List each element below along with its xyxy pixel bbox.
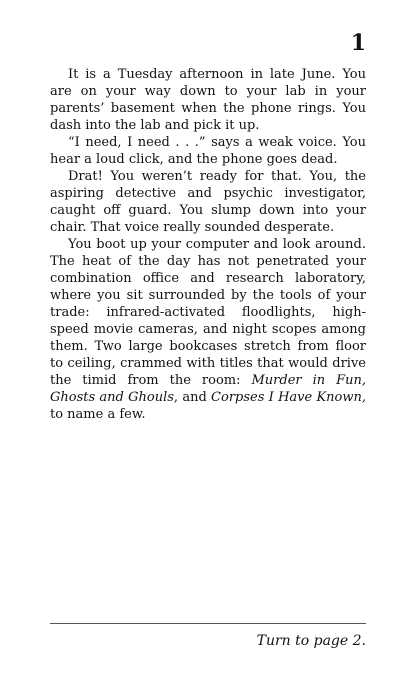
footer-divider [50, 623, 366, 624]
story-paragraph [50, 168, 366, 236]
paragraph-text: You boot up your computer and look around. The heat of the day has not penetrated your combination office and research laboratory, where you sit surrounded by the tools of your trade: infrared-activated floodlights, high-speed movie cameras, and night scopes among them. Two large bookcases stretch from floor to ceiling, crammed with titles that would drive the timid from the room: [50, 237, 366, 388]
turn-to-page-instruction: Turn to page 2. [256, 633, 366, 649]
story-paragraph [50, 66, 366, 134]
story-text [50, 66, 366, 423]
paragraph-text: Drat! You weren’t ready for that. You, the aspiring detective and psychic investigator, caught off guard. You slump down into your chair. That voice really sounded desperate. [50, 169, 366, 235]
story-paragraph [50, 236, 366, 423]
paragraph-text: “I need, I need . . .” says a weak voice. You hear a loud click, and the phone goes dead. [50, 135, 366, 167]
book-title: Corpses I Have Known, [211, 390, 367, 405]
paragraph-text: to name a few. [50, 407, 146, 422]
story-paragraph [50, 134, 366, 168]
paragraph-text: It is a Tuesday afternoon in late June. You are on your way down to your lab in your parents’ basement when the phone rings. You dash into the lab and pick it up. [50, 67, 366, 133]
paragraph-text: , and [173, 390, 212, 405]
page-number: 1 [350, 30, 366, 56]
book-title: Murder in Fun, Ghosts and Ghouls [50, 373, 366, 405]
